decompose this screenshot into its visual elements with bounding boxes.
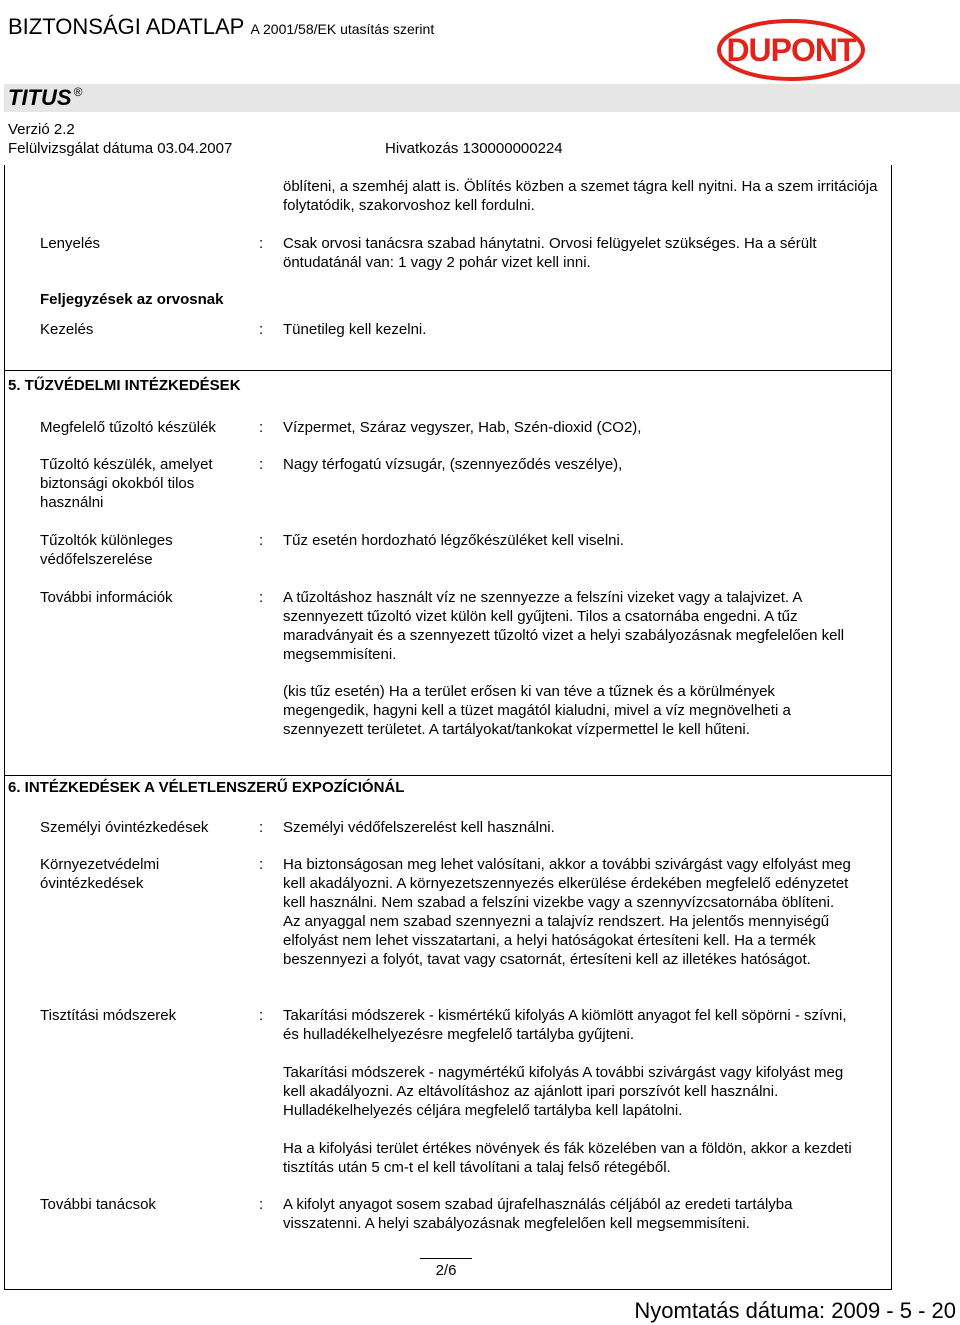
revision-date: Felülvizsgálat dátuma 03.04.2007 (8, 140, 233, 157)
document-title (8, 14, 434, 40)
colon: : (259, 589, 264, 606)
personal-precautions-value: Személyi védőfelszerelést kell használni. (283, 819, 555, 836)
cleaning-methods-value: Takarítási módszerek - kismértékű kifolyás A kiömlött anyagot fel kell söpörni - szívni, és hulladékelhelyezésre megfelelő tartályba gyűjteni. (283, 1007, 847, 1043)
print-date: Nyomtatás dátuma: 2009 - 5 - 20 (634, 1298, 956, 1323)
protective-equipment-value: Tűz esetén hordozható légzőkészüléket kell viselni. (283, 532, 625, 549)
colon: : (259, 419, 264, 436)
colon: : (259, 1007, 264, 1024)
sds-title: BIZTONSÁGI ADATLAP (8, 14, 245, 39)
frame-bottom-border (4, 1289, 892, 1290)
personal-precautions-label: Személyi óvintézkedések (40, 819, 209, 836)
ingestion-label: Lenyelés (40, 235, 101, 252)
further-info-label: További információk (40, 589, 173, 606)
protective-equipment-label: Tűzoltók különleges védőfelszerelése (40, 532, 173, 568)
eye-contact-continued: öblíteni, a szemhéj alatt is. Öblítés közben a szemet tágra kell nyitni. Ha a szem irritációja folytatódik, szakorvoshoz kell fordulni. (283, 178, 878, 214)
suitable-extinguishing-value: Vízpermet, Száraz vegyszer, Hab, Szén-dioxid (CO2), (283, 419, 642, 436)
product-band (4, 84, 960, 112)
colon: : (259, 1196, 264, 1213)
cleaning-methods-large-spill: Takarítási módszerek - nagymértékű kifolyás A további szivárgást vagy kifolyást meg kell akadályozni. Az eltávolításhoz az ajánlott ipari porszívót kell használni. Hulladékelhelyezés céljára megfelelő tartályba kell lapátolni. (283, 1064, 844, 1119)
product-name-text: TITUS (8, 85, 72, 110)
version: Verzió 2.2 (8, 121, 75, 138)
directive-text: A 2001/58/EK utasítás szerint (250, 21, 435, 37)
section-5-title: 5. TŰZVÉDELMI INTÉZKEDÉSEK (8, 377, 241, 394)
registered-mark: ® (73, 85, 83, 99)
unsuitable-extinguishing-label: Tűzoltó készülék, amelyet biztonsági okokból tilos használni (40, 456, 213, 511)
section-divider (4, 775, 892, 776)
dupont-logo (716, 18, 866, 82)
logo-text: DUPONT (726, 32, 856, 68)
document-header (0, 0, 960, 165)
cleaning-methods-label: Tisztítási módszerek (40, 1007, 177, 1024)
section-divider (4, 370, 892, 371)
colon: : (259, 235, 264, 252)
reference-number: Hivatkozás 130000000224 (385, 140, 563, 157)
colon: : (259, 819, 264, 836)
environmental-precautions-label: Környezetvédelmi óvintézkedések (40, 856, 160, 892)
treatment-value: Tünetileg kell kezelni. (283, 321, 427, 338)
environmental-precautions-value: Ha biztonságosan meg lehet valósítani, akkor a további szivárgást vagy elfolyást meg kell akadályozni. A környezetszennyezés elkerülése érdekében megfelelő edényzetet kell használni. Nem szabad a felszíni vizekbe vagy a szennyvízcsatornába öblíteni. Az anyaggal nem szabad szennyezni a talajvíz rendszert. Ha jelentős mennyiségű elfolyást nem lehet visszatartani, a helyi hatóságokat értesíteni kell. Ha a termék beszennyezi a folyót, tavat vagy csatornát, értesíteni kell az illetékes hatóságot. (283, 856, 851, 968)
unsuitable-extinguishing-value: Nagy térfogatú vízsugár, (szennyeződés veszélye), (283, 456, 623, 473)
suitable-extinguishing-label: Megfelelő tűzoltó készülék (40, 419, 216, 436)
colon: : (259, 532, 264, 549)
colon: : (259, 856, 264, 873)
cleaning-methods-vegetation: Ha a kifolyási terület értékes növények és fák közelében van a földön, akkor a kezdeti tisztítás után 5 cm-t el kell távolítani a talaj felső rétegéből. (283, 1140, 852, 1176)
page-number: 2/6 (420, 1258, 472, 1280)
section-6-title: 6. INTÉZKEDÉSEK A VÉLETLENSZERŰ EXPOZÍCIÓNÁL (8, 779, 405, 796)
notes-to-physician-heading: Feljegyzések az orvosnak (40, 291, 224, 308)
colon: : (259, 321, 264, 338)
other-advice-value: A kifolyt anyagot sosem szabad újrafelhasználás céljából az eredeti tartályba visszatenni. A helyi szabályozásnak megfelelően kell megsemmisíteni. (283, 1196, 793, 1232)
other-advice-label: További tanácsok (40, 1196, 156, 1213)
small-fire-note: (kis tűz esetén) Ha a terület erősen ki van téve a tűznek és a körülmények megengedik, hagyni kell a tüzet magától kialudni, mivel a víz megnövelheti a szennyezett területet. A tartályokat/tankokat vízpermettel le kell hűteni. (283, 683, 791, 738)
further-info-value: A tűzoltáshoz használt víz ne szennyezze a felszíni vizeket vagy a talajvizet. A szennyezett tűzoltó vizet külön kell gyűjteni. Tilos a csatornába engedni. A tűz maradványait és a szennyezett tűzoltó vizet a helyi szabályozásnak megfelelően kell megsemmisíteni. (283, 589, 845, 663)
colon: : (259, 456, 264, 473)
treatment-label: Kezelés (40, 321, 94, 338)
product-name (8, 85, 82, 111)
ingestion-value: Csak orvosi tanácsra szabad hánytatni. Orvosi felügyelet szükséges. Ha a sérült öntudatánál van: 1 vagy 2 pohár vizet kell inni. (283, 235, 817, 271)
